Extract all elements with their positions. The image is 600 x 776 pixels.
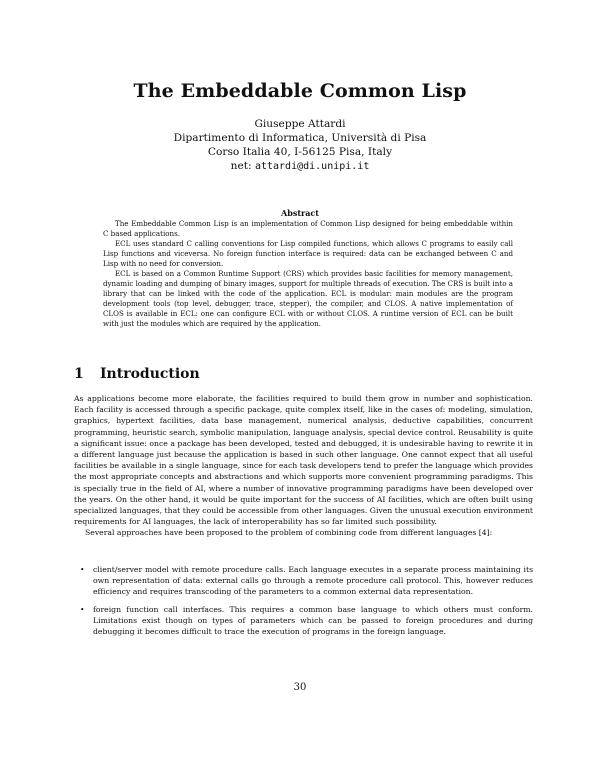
bullet-text: Each language executes in a separate process maintaining its own representation of data: external calls go through a remote procedure call protocol. This, however reduces efficiency and requires transcoding of the parameters to a common external data representation. bbox=[93, 565, 534, 597]
section-body bbox=[74, 393, 533, 539]
author-block bbox=[0, 117, 600, 174]
body-paragraph: Several approaches have been proposed to the problem of combining code from different languages [4]: bbox=[85, 528, 493, 538]
author-affiliation: Dipartimento di Informatica, Università di Pisa bbox=[173, 132, 427, 144]
bullet-lead: client/server model with remote procedure calls. bbox=[93, 565, 286, 574]
bullet-lead: foreign function call interfaces. bbox=[93, 604, 225, 614]
abstract-paragraph: The Embeddable Common Lisp is an implementation of Common Lisp designed for being embeddable within C based applications. bbox=[103, 219, 513, 238]
paper-title: The Embeddable Common Lisp bbox=[133, 80, 467, 102]
abstract-paragraph: ECL uses standard C calling conventions for Lisp compiled functions, which allows C programs to easily call Lisp functions and viceversa. No foreign function interface is required: data can be exchanged between C and Lisp with no need for conversion. bbox=[103, 239, 513, 268]
body-paragraph: As applications become more elaborate, the facilities required to build them grow in number and sophistication. Each facility is accessed through a specific package, quite complex itself, like in the cases of: modeling, simulation, graphics, hypertext facilities, data base management, numerical analysis, deductive capabilities, concurrent programming, heuristic search, symbolic manipulation, language analysis, special device control. Reusability is quite a significant issue: once a package has been developed, tested and debugged, it is undesirable having to rewrite it in a different language just because the application is based in such other language. One cannot expect that all useful facilities be available in a single language, since for each task developers tend to prefer the language which provides the most appropriate concepts and abstractions and which supports more convenient programming paradigms. This is specially true in the field of AI, where a number of innovative programming paradigms have been developed over the years. On the other hand, it would be quite important for the success of AI facilities, which are often built using specialized languages, that they could be accessible from other languages. Given the unusual execution environment requirements for AI languages, the lack of interoperability has so far limited such possibility. bbox=[74, 394, 533, 527]
section-heading bbox=[74, 366, 534, 382]
bullet-text: This requires a common base language to which others must conform. Limitations exist though on types of parameters which can be passed to foreign procedures and during debugging it becomes difficult to trace the execution of programs in the foreign language. bbox=[93, 604, 533, 637]
list-item bbox=[80, 564, 533, 598]
page-number: 30 bbox=[293, 682, 307, 693]
bullet-marker: • bbox=[80, 565, 85, 574]
list-item bbox=[80, 604, 533, 638]
section-number: 1 bbox=[74, 366, 84, 382]
abstract-heading: Abstract bbox=[281, 208, 319, 218]
author-address: Corso Italia 40, I-56125 Pisa, Italy bbox=[207, 146, 393, 158]
author-email-prefix: net: bbox=[230, 160, 252, 172]
bullet-marker: • bbox=[80, 604, 85, 614]
abstract-body bbox=[103, 219, 513, 329]
abstract-paragraph: ECL is based on a Common Runtime Support (CRS) which provides basic facilities for memory management, dynamic loading and dumping of binary images, support for multiple threads of execution. The CRS is built into a library that can be linked with the code of the application. ECL is modular: main modules are the program development tools (top level, debugger, trace, stepper), the compiler, and CLOS. A native implementation of CLOS is available in ECL: one can configure ECL with or without CLOS. A runtime version of ECL can be built with just the modules which are required by the application. bbox=[103, 269, 513, 328]
author-email-line bbox=[0, 159, 600, 174]
section-title: Introduction bbox=[100, 366, 200, 382]
author-email: attardi@di.unipi.it bbox=[254, 161, 370, 172]
author-name: Giuseppe Attardi bbox=[254, 118, 346, 130]
approaches-list bbox=[80, 564, 533, 643]
